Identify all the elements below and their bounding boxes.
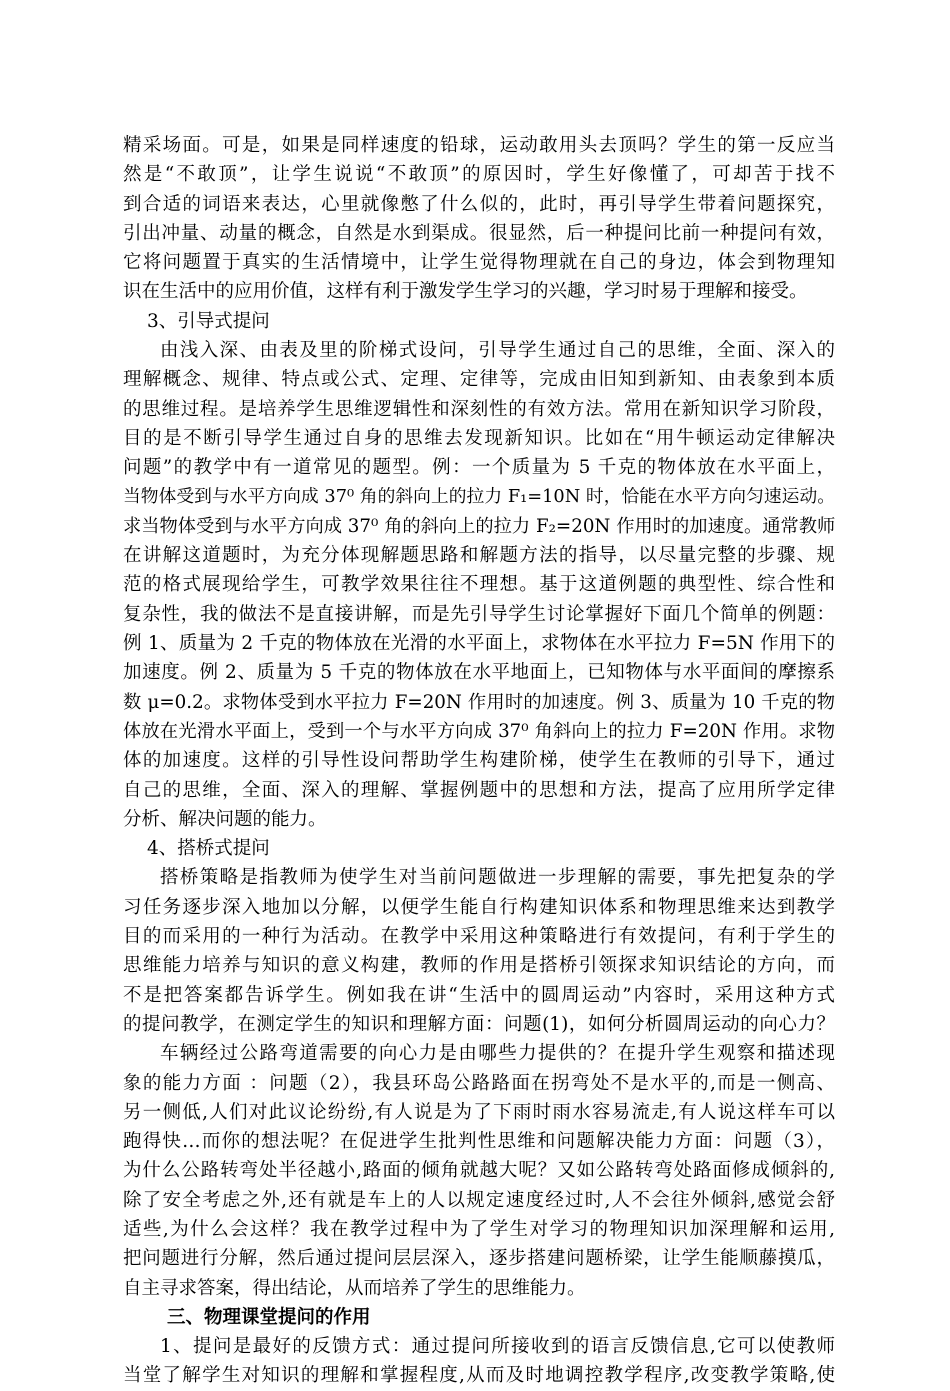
subsection-heading: 3、引导式提问 <box>147 310 270 332</box>
text-line: 另一侧低,人们对此议论纷纷,有人说是为了下雨时雨水容易流走,有人说这样车可以 <box>123 1101 835 1123</box>
section-heading: 三、物理课堂提问的作用 <box>167 1306 371 1328</box>
paragraph-first-line: 车辆经过公路弯道需要的向心力是由哪些力提供的？在提升学生观察和描述现 <box>160 1043 835 1065</box>
text-line: 加速度。例 2、质量为 5 千克的物体放在水平地面上，已知物体与水平面间的摩擦系 <box>123 662 835 684</box>
text-line: 问题”的教学中有一道常见的题型。例：一个质量为 5 千克的物体放在水平面上， <box>123 457 835 479</box>
text-line: 理解概念、规律、特点或公式、定理、定律等，完成由旧知到新知、由表象到本质 <box>123 369 835 391</box>
text-line: 然是“不敢顶”，让学生说说“不敢顶”的原因时，学生好像懂了，可却苦于找不 <box>123 164 835 186</box>
text-line: 范的格式展现给学生，可教学效果往往不理想。基于这道例题的典型性、综合性和 <box>123 574 835 596</box>
text-line: 它将问题置于真实的生活情境中，让学生觉得物理就在自己的身边，体会到物理知 <box>123 252 835 274</box>
body-text <box>123 131 835 1391</box>
text-line: 自己的思维，全面、深入的理解、掌握例题中的思想和方法，提高了应用所学定律 <box>123 779 835 801</box>
text-line: 当物体受到与水平方向成 37⁰ 角的斜向上的拉力 F₁=10N 时，恰能在水平方向匀速运动。 <box>123 486 835 507</box>
text-line: 数 μ=0.2。求物体受到水平拉力 F=20N 作用时的加速度。例 3、质量为 10 千克的物 <box>123 691 835 713</box>
text-line: 习任务逐步深入地加以分解，以便学生能自行构建知识体系和物理思维来达到教学 <box>123 896 835 918</box>
text-line: 象的能力方面 ：问题（2），我县环岛公路路面在拐弯处不是水平的,而是一侧高、 <box>123 1072 835 1094</box>
paragraph-first-line: 搭桥策略是指教师为使学生对当前问题做进一步理解的需要，事先把复杂的学 <box>160 867 835 889</box>
text-line: 在讲解这道题时，为充分体现解题思路和解题方法的指导，以尽量完整的步骤、规 <box>123 545 835 567</box>
paragraph-first-line: 由浅入深、由表及里的阶梯式设问，引导学生通过自己的思维，全面、深入的 <box>160 340 835 362</box>
text-line: 目的而采用的一种行为活动。在教学中采用这种策略进行有效提问，有利于学生的 <box>123 926 835 948</box>
text-line: 为什么公路转弯处半径越小,路面的倾角就越大呢？又如公路转弯处路面修成倾斜的, <box>123 1160 835 1182</box>
text-line: 到合适的词语来表达，心里就像憋了什么似的，此时，再引导学生带着问题探究， <box>123 193 835 215</box>
text-line: 求当物体受到与水平方向成 37⁰ 角的斜向上的拉力 F₂=20N 作用时的加速度。通常教师 <box>123 515 835 537</box>
text-line: 目的是不断引导学生通过自身的思维去发现新知识。比如在“用牛顿运动定律解决 <box>123 427 835 449</box>
paragraph-end-line: 自主寻求答案，得出结论，从而培养了学生的思维能力。 <box>123 1277 586 1299</box>
text-line: 例 1、质量为 2 千克的物体放在光滑的水平面上，求物体在水平拉力 F=5N 作用下的 <box>123 633 835 655</box>
text-line: 把问题进行分解，然后通过提问层层深入，逐步搭建问题桥梁，让学生能顺藤摸瓜， <box>123 1248 835 1270</box>
text-line: 的思维过程。是培养学生思维逻辑性和深刻性的有效方法。常用在新知识学习阶段， <box>123 398 835 420</box>
text-line: 适些,为什么会这样？我在教学过程中为了学生对学习的物理知识加深理解和运用, <box>123 1218 835 1240</box>
text-line: 精采场面。可是，如果是同样速度的铅球，运动敢用头去顶吗？学生的第一反应当 <box>123 135 835 156</box>
text-line: 除了安全考虑之外,还有就是车上的人以规定速度经过时,人不会往外倾斜,感觉会舒 <box>123 1189 835 1211</box>
paragraph-end-line: 识在生活中的应用价值，这样有利于激发学生学习的兴趣，学习时易于理解和接受。 <box>123 281 808 303</box>
text-line: 复杂性，我的做法不是直接讲解，而是先引导学生讨论掌握好下面几个简单的例题： <box>123 603 835 625</box>
subsection-heading: 4、搭桥式提问 <box>147 838 270 860</box>
text-line: 不是把答案都告诉学生。例如我在讲“生活中的圆周运动”内容时，采用这种方式 <box>123 984 835 1006</box>
paragraph-first-line: 1、提问是最好的反馈方式：通过提问所接收到的语言反馈信息,它可以使教师 <box>160 1336 835 1358</box>
text-line: 当堂了解学生对知识的理解和掌握程度,从而及时地调控教学程序,改变教学策略,使 <box>123 1365 835 1387</box>
paragraph-end-line: 分析、解决问题的能力。 <box>123 808 327 830</box>
text-line: 体放在光滑水平面上，受到一个与水平方向成 37⁰ 角斜向上的拉力 F=20N 作用。求物 <box>123 720 835 742</box>
text-line: 引出冲量、动量的概念，自然是水到渠成。很显然，后一种提问比前一种提问有效， <box>123 222 835 244</box>
text-line: 跑得快…而你的想法呢？在促进学生批判性思维和问题解决能力方面：问题（3）， <box>123 1131 835 1153</box>
text-line: 的提问教学，在测定学生的知识和理解方面：问题(1)，如何分析圆周运动的向心力？ <box>123 1013 835 1035</box>
text-line: 体的加速度。这样的引导性设问帮助学生构建阶梯，使学生在教师的引导下，通过 <box>123 750 835 772</box>
text-line: 思维能力培养与知识的意义构建，教师的作用是搭桥引领探求知识结论的方向，而 <box>123 955 835 977</box>
